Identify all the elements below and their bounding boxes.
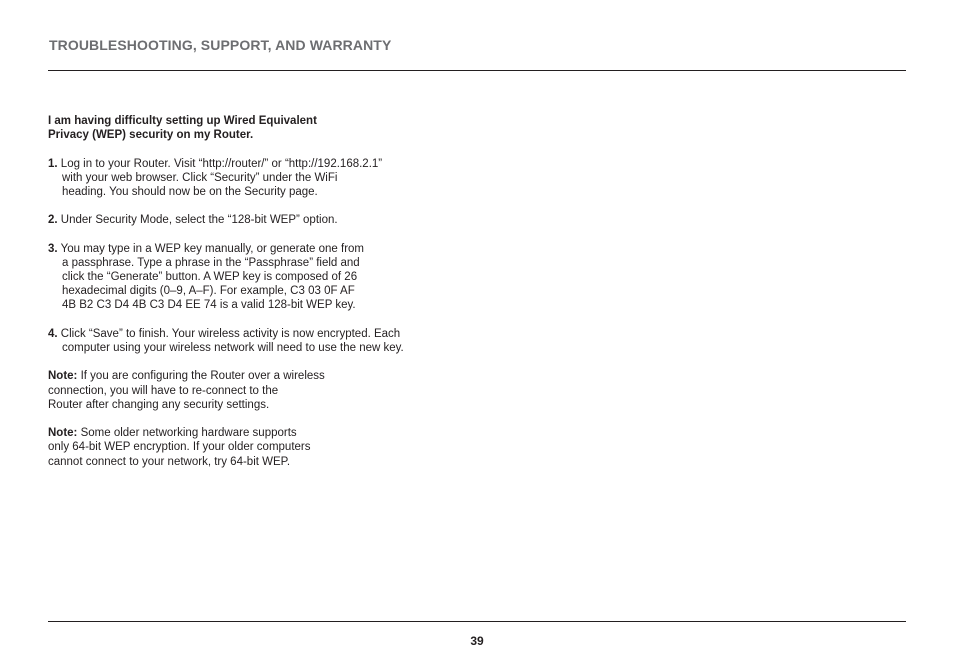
note-text: If you are configuring the Router over a wireless (80, 370, 325, 383)
step-2 (48, 213, 478, 227)
step-text: with your web browser. Click “Security” under the WiFi (62, 171, 338, 184)
step-text: hexadecimal digits (0–9, A–F). For example, C3 03 0F AF (62, 285, 355, 298)
step-text: 4B B2 C3 D4 4B C3 D4 EE 74 is a valid 128-bit WEP key. (62, 299, 356, 312)
question-heading-line: I am having difficulty setting up Wired Equivalent (48, 115, 317, 127)
step-number: 4. (48, 327, 58, 340)
step-text: computer using your wireless network will need to use the new key. (62, 342, 404, 354)
note-text: connection, you will have to re-connect to the (48, 384, 279, 397)
header-divider (48, 70, 906, 71)
page-number: 39 (470, 634, 484, 648)
section-header-title: TROUBLESHOOTING, SUPPORT, AND WARRANTY (49, 37, 392, 53)
step-number: 1. (48, 157, 58, 170)
step-text: Log in to your Router. Visit “http://router/” or “http://192.168.2.1” (60, 157, 383, 170)
note-text: cannot connect to your network, try 64-bit WEP. (48, 455, 291, 468)
step-number: 3. (48, 242, 58, 255)
note-text: Some older networking hardware supports (80, 427, 297, 440)
question-heading (48, 114, 478, 142)
question-heading-line: Privacy (WEP) security on my Router. (48, 129, 254, 142)
step-number: 2. (48, 214, 58, 227)
step-text: Under Security Mode, select the “128-bit WEP” option. (60, 214, 338, 227)
footer-divider (48, 621, 906, 622)
note-label: Note: (48, 370, 78, 383)
note-label: Note: (48, 427, 78, 440)
step-text: heading. You should now be on the Security page. (62, 185, 318, 198)
step-3 (48, 242, 478, 313)
step-text: a passphrase. Type a phrase in the “Passphrase” field and (62, 256, 360, 269)
note-reconnect (48, 369, 478, 412)
step-1 (48, 157, 478, 200)
step-text: Click “Save” to finish. Your wireless activity is now encrypted. Each (60, 327, 401, 340)
note-64bit (48, 426, 478, 469)
step-4 (48, 327, 478, 355)
page-content (48, 114, 478, 469)
step-text: You may type in a WEP key manually, or generate one from (60, 242, 365, 255)
note-text: Router after changing any security settings. (48, 398, 270, 411)
note-text: only 64-bit WEP encryption. If your older computers (48, 441, 311, 454)
step-text: click the “Generate” button. A WEP key is composed of 26 (62, 271, 358, 284)
